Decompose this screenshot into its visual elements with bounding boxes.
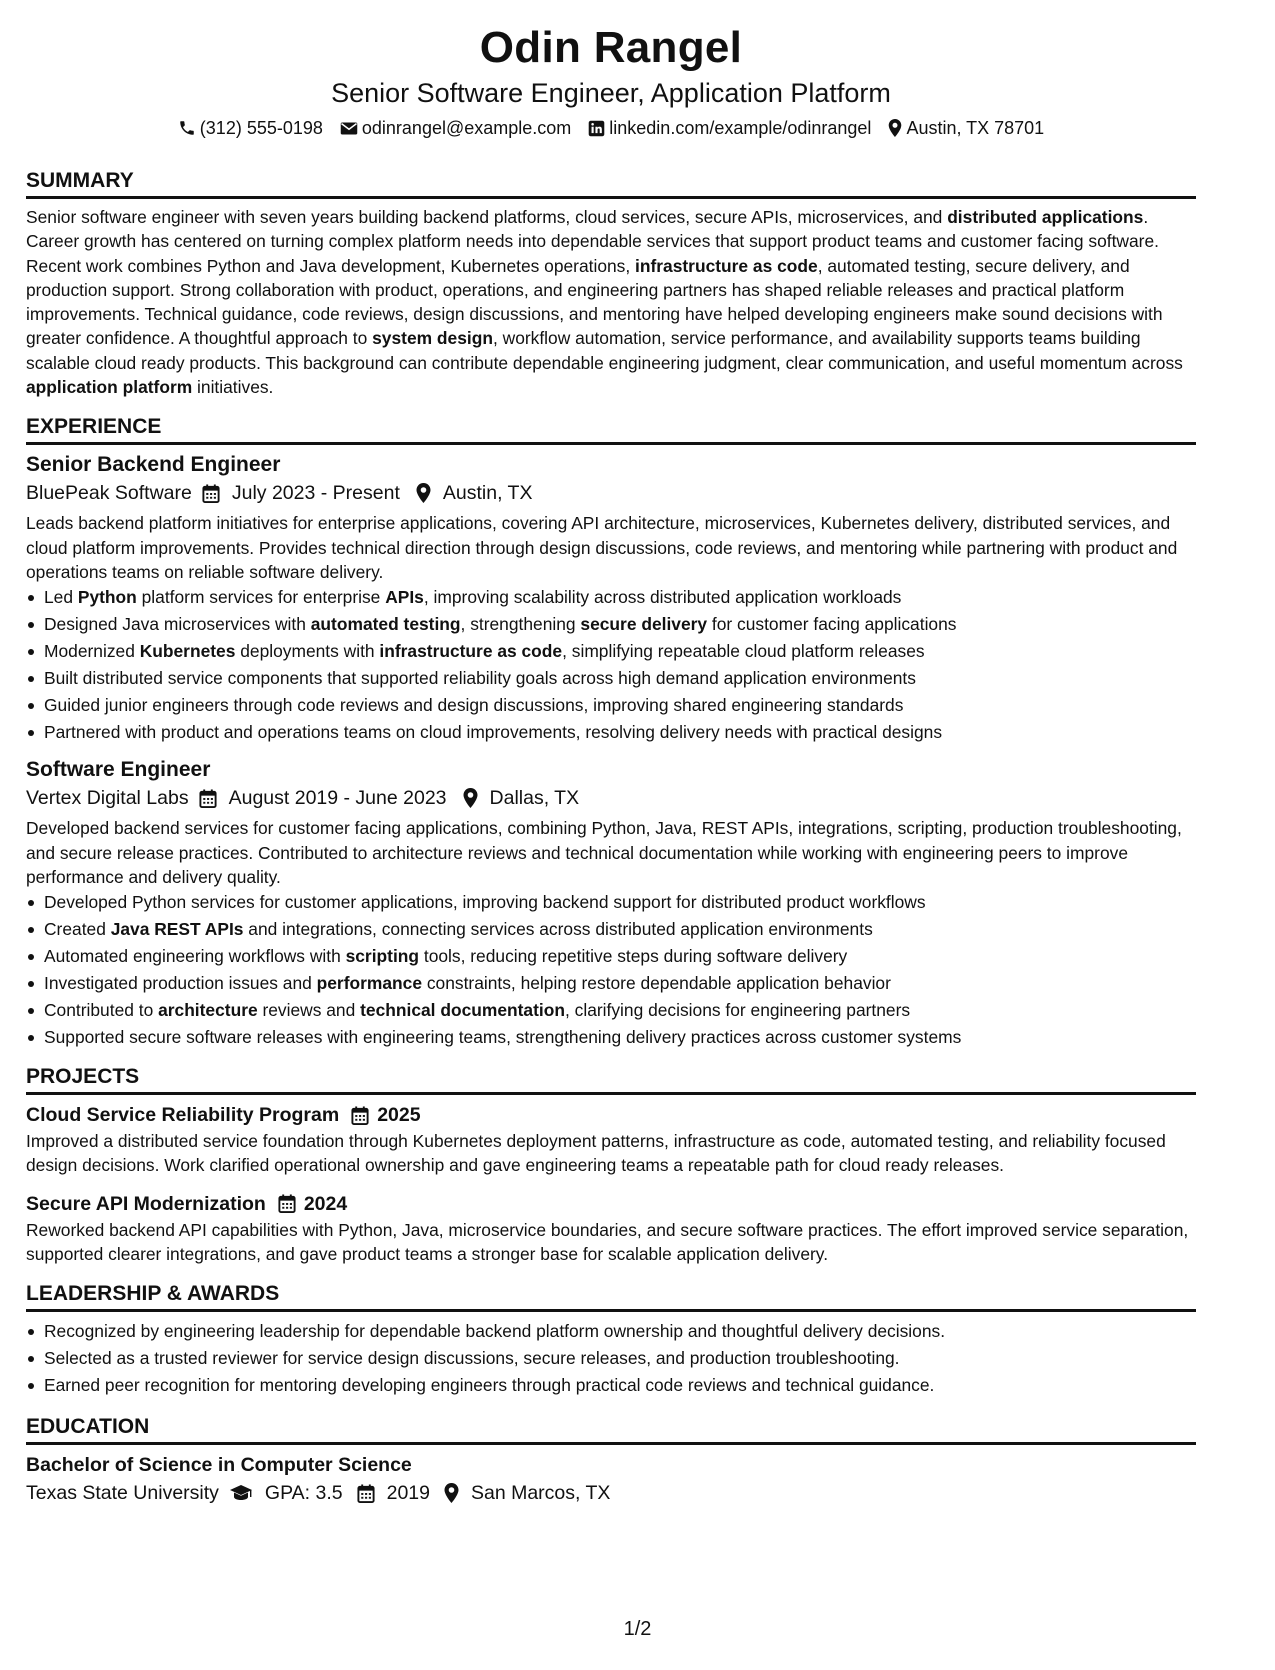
job-meta [26,479,1196,507]
calendar-icon [278,1194,296,1213]
section-title-leadership: LEADERSHIP & AWARDS [26,1282,280,1306]
text-run: , strengthening [460,614,581,635]
text-run: Developed Python services for customer applications, improving backend support for distributed product workflows [44,892,926,913]
contact-email[interactable] [340,116,571,140]
bold-text: infrastructure as code [379,641,563,662]
company-name: BluePeak Software [26,482,192,505]
headline: Senior Software Engineer, Application Platform [331,78,891,108]
text-run: reviews and [257,1000,361,1021]
text-run: Guided junior engineers through code reviews and design discussions, improving shared engineering standards [44,695,904,716]
section-divider [26,1442,1196,1445]
text-run: tools, reducing repetitive steps during software delivery [419,946,848,967]
list-item [26,997,1196,1024]
section-divider [26,1309,1196,1312]
phone-text: (312) 555-0198 [199,118,323,138]
contact-phone [178,116,323,140]
project-header [26,1190,1196,1218]
page-number: 1/2 [623,1618,652,1640]
text-run: Investigated production issues and [44,973,317,994]
project-entry [26,1190,1196,1267]
job-meta [26,784,1196,812]
summary-section [26,167,1196,399]
bold-text: secure delivery [580,614,708,635]
leadership-section [26,1280,1196,1399]
map-pin-icon [888,119,902,137]
experience-section [26,413,1196,1051]
phone-icon [178,119,196,137]
list-item [26,970,1196,997]
text-run: deployments with [235,641,380,662]
text-run: platform services for enterprise [136,587,386,608]
list-item: Earned peer recognition for mentoring developing engineers through practical code reviews and technical guidance. [26,1372,1196,1399]
job-dates: July 2023 - Present [231,482,400,505]
list-item [26,638,1196,665]
job-description: Leads backend platform initiatives for enterprise applications, covering API architecture, microservices, Kubernetes delivery, distributed services, and cloud platform improvements. Provides technical direction through design discussions, code reviews, and mentoring while partnering with product and operations teams on reliable software delivery. [26,513,1178,582]
list-item [26,611,1196,638]
text-run: Created [44,919,111,940]
linkedin-link[interactable]: linkedin.com/example/odinrangel [609,118,872,138]
linkedin-icon [588,120,605,137]
project-name: Cloud Service Reliability Program [26,1104,340,1127]
contact-bar [26,116,1196,140]
text-run: Contributed to [44,1000,159,1021]
job-dates: August 2019 - June 2023 [228,787,447,810]
job-location: Austin, TX [442,482,533,505]
list-item [26,943,1196,970]
school-name: Texas State University [26,1482,219,1505]
school-location: San Marcos, TX [470,1482,611,1505]
education-section [26,1413,1196,1507]
job-bullets [26,889,1196,1051]
section-title-summary: SUMMARY [26,169,134,192]
bold-text: APIs [385,587,424,608]
text-run: Supported secure software releases with engineering teams, strengthening delivery practices across customer systems [44,1027,962,1048]
calendar-icon [357,1484,375,1503]
job-location: Dallas, TX [489,787,580,810]
list-item [26,665,1196,692]
bold-text: Java REST APIs [110,919,244,940]
job-entry [26,451,1196,746]
graduation-year: 2019 [386,1482,430,1505]
job-entry [26,756,1196,1051]
map-pin-icon [463,788,478,808]
text-run: , automated testing, secure delivery, and production support. Strong collaboration with product, operations, and engineering partners has shaped reliable releases and practical platform improvements. Technical guidance, code reviews, design discussions, and mentoring have helped developing engineers make sound decisions with greater confidence. A thoughtful approach to [26,255,1163,349]
bold-text: Kubernetes [139,641,236,662]
section-divider [26,1092,1196,1095]
section-divider [26,196,1196,199]
calendar-icon [351,1106,369,1125]
text-run: initiatives. [192,377,274,398]
bold-text: automated testing [310,614,461,635]
graduation-cap-icon [229,1484,253,1502]
leadership-list [26,1318,1196,1399]
text-run: Automated engineering workflows with [44,946,346,967]
text-run: Partnered with product and operations teams on cloud improvements, resolving delivery needs with practical designs [44,722,943,743]
job-title: Software Engineer [26,758,211,782]
bold-text: technical documentation [360,1000,565,1021]
list-item [26,1024,1196,1051]
map-pin-icon [444,1483,459,1503]
text-run: Built distributed service components that supported reliability goals across high demand application environments [44,668,916,689]
company-name: Vertex Digital Labs [26,787,189,810]
contact-linkedin[interactable] [588,116,871,140]
text-run: , simplifying repeatable cloud platform releases [562,641,925,662]
projects-section [26,1063,1196,1266]
text-run: Modernized [44,641,140,662]
calendar-icon [199,789,217,808]
text-run: constraints, helping restore dependable application behavior [422,973,891,994]
bold-text: Python [77,587,137,608]
text-run: Senior software engineer with seven years building backend platforms, cloud services, secure APIs, microservices, and [26,207,948,227]
project-name: Secure API Modernization [26,1192,266,1215]
bold-text: distributed applications [947,207,1144,227]
map-pin-icon [416,483,431,503]
bold-text: system design [372,328,493,349]
text-run: Led [44,587,78,608]
list-item [26,584,1196,611]
education-meta [26,1479,1196,1507]
list-item [26,719,1196,746]
list-item [26,916,1196,943]
bold-text: performance [316,973,422,994]
list-item [26,889,1196,916]
job-title: Senior Backend Engineer [26,453,281,477]
contact-location [888,116,1044,140]
job-description: Developed backend services for customer facing applications, combining Python, Java, REST APIs, integrations, scripting, production troubleshooting, and secure release practices. Contributed to architecture reviews and technical documentation while working with engineering peers to improve performance and delivery quality. [26,818,1182,887]
calendar-icon [202,484,220,503]
text-run: Designed Java microservices with [44,614,311,635]
project-entry [26,1101,1196,1178]
text-run: , improving scalability across distributed application workloads [423,587,902,608]
text-run: for customer facing applications [707,614,957,635]
section-title-experience: EXPERIENCE [26,415,162,439]
section-title-projects: PROJECTS [26,1065,140,1089]
bold-text: infrastructure as code [635,255,818,276]
gpa-text: GPA: 3.5 [264,1482,343,1505]
project-header [26,1101,1196,1129]
text-run: , clarifying decisions for engineering partners [564,1000,911,1021]
section-title-education: EDUCATION [26,1415,150,1439]
resume-page [0,20,1275,1670]
bold-text: scripting [345,946,420,967]
bold-text: application platform [26,377,193,398]
list-item: Selected as a trusted reviewer for service design discussions, secure releases, and production troubleshooting. [26,1345,1196,1372]
project-year: 2025 [377,1104,421,1127]
location-text: Austin, TX 78701 [906,118,1045,138]
email-link[interactable]: odinrangel@example.com [361,118,572,138]
list-item [26,692,1196,719]
job-bullets [26,584,1196,746]
text-run: . Career growth has centered on turning complex platform needs into dependable services that support product teams and customer facing software. Recent work combines Python and Java development, Kubernetes operations, [26,207,1159,276]
candidate-name: Odin Rangel [479,23,743,72]
text-run: , workflow automation, service performance, and availability supports teams building scalable cloud ready products. This background can contribute dependable engineering judgment, clear communication, and useful momentum across [26,328,1183,373]
project-description: Reworked backend API capabilities with Python, Java, microservice boundaries, and secure software practices. The effort improved service separation, supported clearer integrations, and gave product teams a stronger base for scalable application delivery. [26,1219,1189,1265]
bold-text: architecture [158,1000,258,1021]
project-description: Improved a distributed service foundation through Kubernetes deployment patterns, infrastructure as code, automated testing, and reliability focused design decisions. Work clarified operational ownership and gave engineering teams a repeatable path for cloud ready releases. [26,1131,1166,1176]
section-divider [26,442,1196,445]
summary-text [26,205,1196,399]
text-run: and integrations, connecting services across distributed application environments [243,919,873,940]
project-year: 2024 [303,1192,348,1215]
degree-title: Bachelor of Science in Computer Science [26,1454,412,1477]
envelope-icon [340,121,358,136]
list-item: Recognized by engineering leadership for dependable backend platform ownership and thoughtful delivery decisions. [26,1318,1196,1345]
